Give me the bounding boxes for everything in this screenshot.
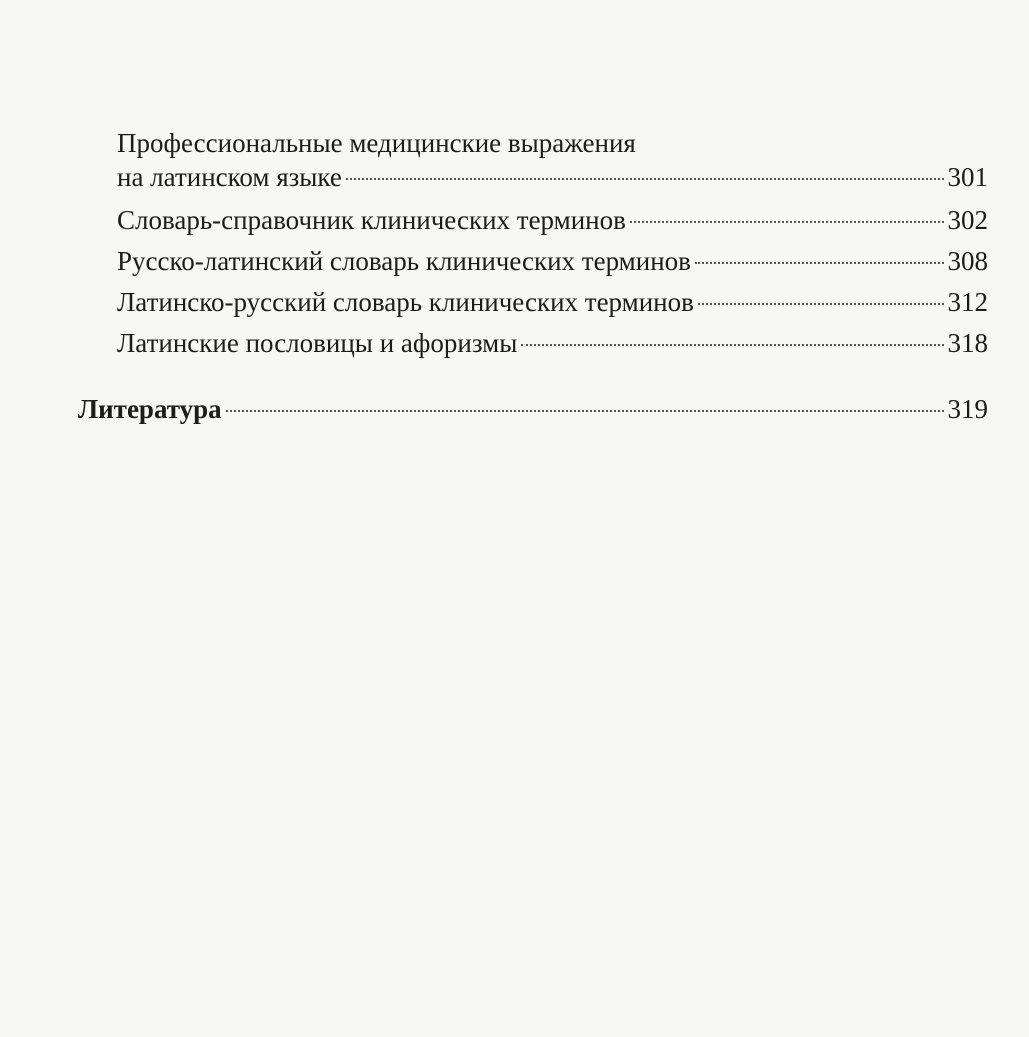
toc-entry-bibliography[interactable] bbox=[78, 392, 988, 426]
dot-leader bbox=[346, 178, 944, 180]
toc-entry-title: Русско-латинский словарь клинических терминов bbox=[117, 246, 691, 276]
toc-page-number: 301 bbox=[947, 162, 988, 192]
toc-entry-title: Словарь-справочник клинических терминов bbox=[117, 205, 626, 235]
toc-entry-2[interactable] bbox=[117, 203, 988, 237]
dot-leader bbox=[695, 262, 944, 264]
toc-entry-4[interactable] bbox=[117, 285, 988, 319]
toc-entry-title: Латинско-русский словарь клинических терминов bbox=[117, 287, 694, 317]
toc-entry-title: Латинские пословицы и афоризмы bbox=[117, 328, 518, 358]
toc-page-number: 312 bbox=[947, 287, 988, 317]
toc-page-number: 308 bbox=[947, 246, 988, 276]
dot-leader bbox=[630, 221, 944, 223]
toc-entry-3[interactable] bbox=[117, 244, 988, 278]
toc-page-number: 319 bbox=[947, 394, 988, 424]
dot-leader bbox=[521, 344, 943, 346]
toc-page-number: 302 bbox=[947, 205, 988, 235]
toc-entry-title: Литература bbox=[78, 394, 222, 424]
toc-entry-1-line1: Профессиональные медицинские выражения bbox=[117, 128, 636, 158]
toc-page-number: 318 bbox=[947, 328, 988, 358]
dot-leader bbox=[698, 303, 944, 305]
toc-entry-title: на латинском языке bbox=[117, 162, 342, 192]
toc-entry-5[interactable] bbox=[117, 326, 988, 360]
toc-entry-1[interactable] bbox=[117, 160, 988, 194]
dot-leader bbox=[226, 410, 944, 412]
